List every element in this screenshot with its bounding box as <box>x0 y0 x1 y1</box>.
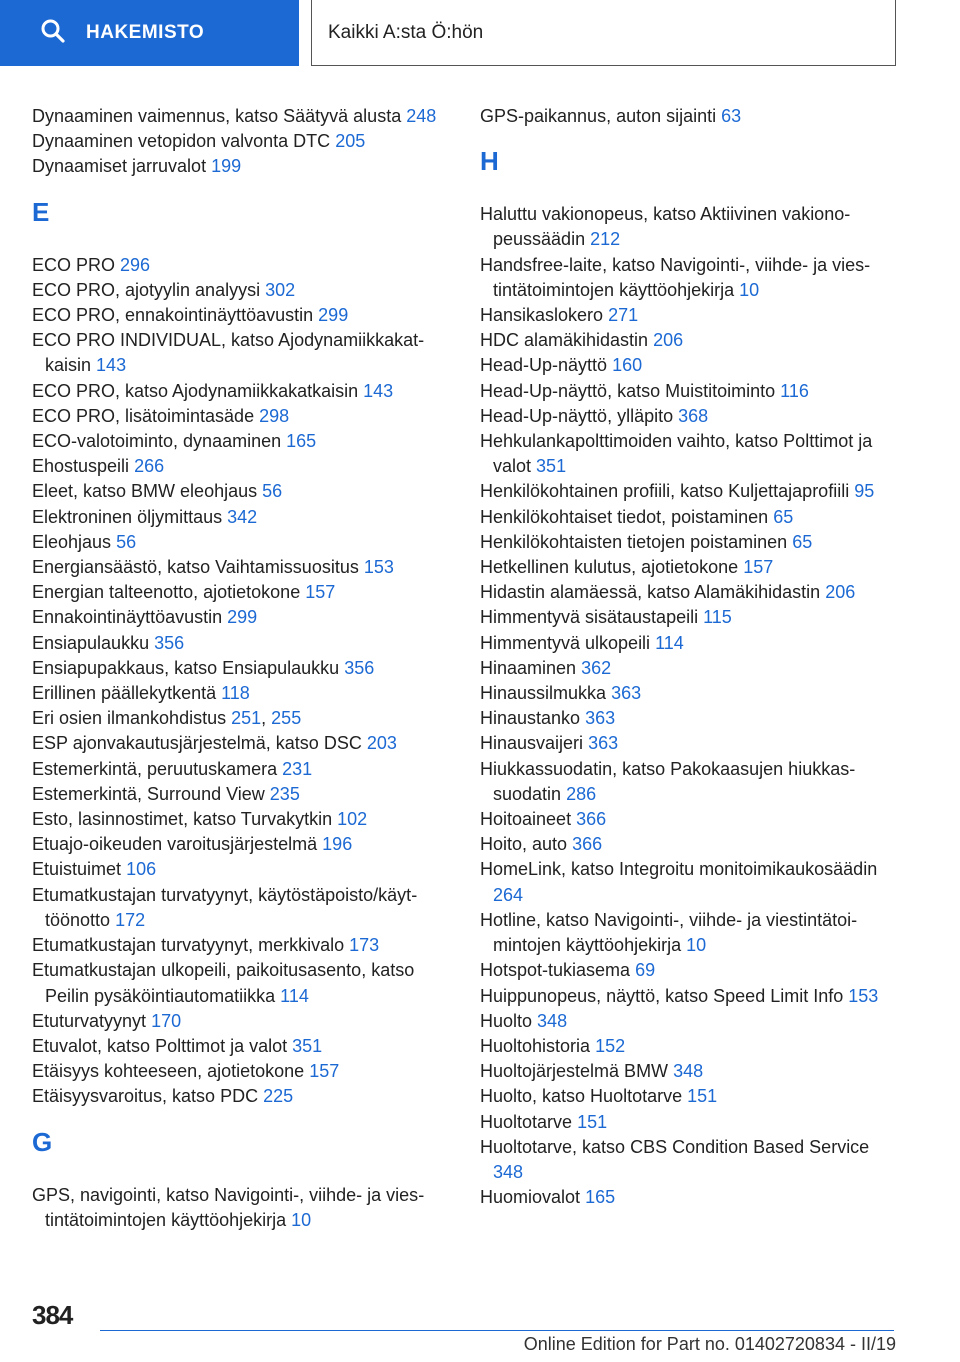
entry-text: ECO PRO, ajotyylin analyysi <box>32 279 261 300</box>
footer-edition: Online Edition for Part no. 01402720834 - II/19 <box>523 1334 896 1354</box>
entry-list <box>480 202 900 1210</box>
entry-text: Huolto <box>480 1010 533 1031</box>
index-entry <box>32 555 450 580</box>
page-reference-link[interactable]: 152 <box>595 1035 626 1056</box>
entry-text: Head-Up-näyttö, ylläpito <box>480 405 674 426</box>
index-entry <box>480 303 900 328</box>
entry-text: ECO-valotoiminto, dynaaminen <box>32 431 282 452</box>
index-entry <box>32 404 450 429</box>
entry-text: Etumatkustajan turvatyynyt, merkkivalo <box>32 935 345 956</box>
index-entry <box>32 933 450 958</box>
entry-text: Energian talteenotto, ajotietokone <box>32 582 301 603</box>
page-reference-link[interactable]: 63 <box>721 106 742 126</box>
page-reference-link[interactable]: 65 <box>773 506 794 527</box>
page-reference-link[interactable]: 157 <box>305 582 336 603</box>
index-entry <box>480 530 900 555</box>
entry-text: Hiukkassuodatin, katso Pakokaasujen hiukkassuodatin <box>480 758 856 804</box>
page-reference-link[interactable]: 115 <box>703 607 732 628</box>
index-entry <box>32 631 450 656</box>
entry-text: Huolto, katso Huoltotarve <box>480 1086 683 1107</box>
entry-text: Himmentyvä ulkopeili <box>480 632 651 653</box>
index-entry <box>480 605 900 630</box>
index-entry <box>480 580 900 605</box>
page-reference-link[interactable]: 366 <box>576 809 607 830</box>
page-reference-link[interactable]: 231 <box>282 758 313 779</box>
entry-text: Esto, lasinnostimet, katso Turvakytkin <box>32 809 333 830</box>
page-reference-link[interactable]: 368 <box>678 405 709 426</box>
page-title <box>311 0 896 66</box>
index-entry <box>480 656 900 681</box>
page-reference-link[interactable]: 172 <box>115 909 146 930</box>
index-entry <box>32 328 450 378</box>
index-entry <box>32 681 450 706</box>
index-entry <box>480 706 900 731</box>
page-reference-link[interactable]: 56 <box>262 481 283 502</box>
index-entry <box>480 681 900 706</box>
page-reference-link[interactable]: 296 <box>120 254 151 275</box>
page-reference-link[interactable]: 160 <box>612 355 643 376</box>
page-reference-link[interactable]: 342 <box>227 506 258 527</box>
index-entry <box>480 984 900 1009</box>
entry-text: Henkilökohtaiset tiedot, poistaminen <box>480 506 769 527</box>
index-entry <box>480 353 900 378</box>
page-reference-link[interactable]: 106 <box>126 859 157 880</box>
page-reference-link[interactable]: 114 <box>280 985 309 1006</box>
entry-text: Hinausvaijeri <box>480 733 584 754</box>
page-reference-link[interactable]: 366 <box>572 834 603 855</box>
index-entry <box>480 328 900 353</box>
index-entry <box>480 379 900 404</box>
entry-text: Eleohjaus <box>32 531 112 552</box>
index-entry <box>32 958 450 1008</box>
index-column-right <box>480 104 900 1210</box>
index-entry <box>32 1009 450 1034</box>
page-reference-link[interactable]: 255 <box>271 708 302 729</box>
page-reference-link[interactable]: 251 <box>231 708 262 729</box>
entry-text: Etuajo-oikeuden varoitusjärjestelmä <box>32 834 318 855</box>
page-reference-link[interactable]: 212 <box>590 229 621 250</box>
page-reference-link[interactable]: 170 <box>151 1010 182 1031</box>
entry-text: Hotline, katso Navigointi-, viihde- ja viestintätoimintojen käyttöohjekirja <box>480 909 858 956</box>
page-reference-link[interactable]: 356 <box>154 632 185 653</box>
entry-list <box>32 104 450 180</box>
entry-text: Huoltojärjestelmä BMW <box>480 1061 669 1082</box>
page-reference-link[interactable]: 205 <box>335 131 366 152</box>
index-entry <box>480 807 900 832</box>
page-reference-link[interactable]: 69 <box>635 960 656 981</box>
page-reference-link[interactable]: 199 <box>211 156 242 177</box>
page-reference-link[interactable]: 143 <box>96 355 127 376</box>
index-entry <box>32 605 450 630</box>
page-reference-link[interactable]: 173 <box>349 935 380 956</box>
index-entry <box>32 857 450 882</box>
entry-text: ESP ajonvakautusjärjestelmä, katso DSC <box>32 733 362 754</box>
entry-text: Huippunopeus, näyttö, katso Speed Limit Info <box>480 985 844 1006</box>
page-reference-link[interactable]: 118 <box>221 683 250 704</box>
page-number: 384 <box>32 1300 73 1330</box>
index-entry <box>480 958 900 983</box>
section-heading-g: G <box>32 1126 53 1157</box>
index-entry <box>480 1084 900 1109</box>
index-entry <box>32 1084 450 1109</box>
entry-text: ECO PRO <box>32 254 116 275</box>
index-entry <box>480 555 900 580</box>
entry-text: ECO PRO, katso Ajodynamiikkakatkaisin <box>32 380 359 401</box>
entry-text: HomeLink, katso Integroitu monitoimikaukosäädin <box>480 859 878 880</box>
entry-text: HDC alamäkihidastin <box>480 330 649 351</box>
page-reference-link[interactable]: 271 <box>608 305 639 326</box>
entry-text: Etäisyysvaroitus, katso PDC <box>32 1086 259 1107</box>
index-entry <box>32 731 450 756</box>
entry-list <box>32 253 450 1110</box>
index-entry <box>480 429 900 479</box>
index-entry <box>480 104 900 129</box>
index-entry <box>32 104 450 129</box>
entry-text: Head-Up-näyttö, katso Muistitoiminto <box>480 380 776 401</box>
entry-text: Hehkulankapolttimoiden vaihto, katso Polttimot ja valot <box>480 431 873 477</box>
entry-text: Etumatkustajan ulkopeili, paikoitusasento, katso Peilin pysäköintiautomatiikka <box>32 960 415 1006</box>
page-reference-link[interactable]: 356 <box>344 657 375 678</box>
index-entry <box>480 857 900 907</box>
page-title-text: Kaikki A:sta Ö:hön <box>328 21 484 43</box>
entry-text: Huomiovalot <box>480 1187 581 1208</box>
entry-text: Elektroninen öljymittaus <box>32 506 223 527</box>
search-icon <box>40 18 66 49</box>
entry-text: Ensiapulaukku <box>32 632 150 653</box>
entry-text: Ennakointinäyttöavustin <box>32 607 223 628</box>
page-reference-link[interactable]: 151 <box>577 1111 608 1132</box>
index-entry <box>32 429 450 454</box>
page-reference-link[interactable]: 10 <box>739 279 760 300</box>
entry-text: Hoito, auto <box>480 834 568 855</box>
entry-text: Energiansäästö, katso Vaihtamissuositus <box>32 557 359 578</box>
index-entry <box>32 129 450 154</box>
index-entry <box>32 656 450 681</box>
page-reference-link[interactable]: 248 <box>406 106 437 126</box>
index-entry <box>32 1034 450 1059</box>
page-reference-link[interactable]: 299 <box>227 607 258 628</box>
entry-text: Etuturvatyynyt <box>32 1010 147 1031</box>
index-entry <box>480 1110 900 1135</box>
entry-text: Dynaaminen vetopidon valvonta DTC <box>32 131 331 152</box>
page-reference-link[interactable]: 298 <box>259 405 290 426</box>
page-reference-link[interactable]: 151 <box>687 1086 718 1107</box>
page-reference-link[interactable]: 286 <box>566 783 597 804</box>
index-entry <box>480 1135 900 1185</box>
page-reference-link[interactable]: 363 <box>611 683 642 704</box>
page-reference-link[interactable]: 302 <box>265 279 296 300</box>
page-reference-link[interactable]: 266 <box>134 456 165 477</box>
index-column-left <box>32 104 450 1233</box>
page-reference-link[interactable]: 165 <box>286 431 317 452</box>
page-reference-link[interactable]: 264 <box>493 884 524 905</box>
entry-text: Etumatkustajan turvatyynyt, käytöstäpoisto/käyttöönotto <box>32 884 418 930</box>
index-entry <box>480 631 900 656</box>
page-reference-link[interactable]: 351 <box>292 1035 323 1056</box>
entry-text: Haluttu vakionopeus, katso Aktiivinen vakionopeussäädin <box>480 204 851 250</box>
index-entry <box>32 505 450 530</box>
index-entry <box>480 505 900 530</box>
page-reference-link[interactable]: 153 <box>848 985 879 1006</box>
entry-text: ECO PRO INDIVIDUAL, katso Ajodynamiikkakatkaisin <box>32 330 425 376</box>
entry-text: Henkilökohtaisten tietojen poistaminen <box>480 531 788 552</box>
index-entry <box>32 782 450 807</box>
index-entry <box>32 807 450 832</box>
entry-text: Ehostuspeili <box>32 456 130 477</box>
entry-text: Hinaustanko <box>480 708 581 729</box>
index-entry <box>480 404 900 429</box>
page-reference-link[interactable]: 157 <box>743 557 774 578</box>
entry-list <box>32 1183 450 1233</box>
entry-text: Hetkellinen kulutus, ajotietokone <box>480 557 739 578</box>
section-heading-h: H <box>480 146 499 177</box>
page-reference-link[interactable]: 10 <box>291 1209 312 1230</box>
index-entry <box>480 253 900 303</box>
index-entry <box>32 303 450 328</box>
entry-text: Ensiapupakkaus, katso Ensiapulaukku <box>32 657 340 678</box>
page-reference-link[interactable]: 348 <box>537 1010 568 1031</box>
entry-text: Hinaussilmukka <box>480 683 607 704</box>
entry-text: Estemerkintä, peruutuskamera <box>32 758 278 779</box>
entry-text: GPS, navigointi, katso Navigointi-, viihde- ja viestintätoimintojen käyttöohjekirja <box>32 1184 425 1230</box>
entry-text: Eri osien ilmankohdistus <box>32 708 227 729</box>
index-entry <box>32 580 450 605</box>
entry-text: ECO PRO, lisätoimintasäde <box>32 405 255 426</box>
page-reference-link[interactable]: 56 <box>116 531 137 552</box>
page-reference-link[interactable]: 102 <box>337 809 368 830</box>
index-entry <box>32 479 450 504</box>
footer-rule <box>100 1330 894 1331</box>
page-reference-link[interactable]: 10 <box>686 935 707 956</box>
entry-text: Etäisyys kohteeseen, ajotietokone <box>32 1061 305 1082</box>
entry-text: Himmentyvä sisätaustapeili <box>480 607 699 628</box>
page-reference-link[interactable]: 351 <box>536 456 567 477</box>
index-entry <box>32 379 450 404</box>
page-reference-link[interactable]: 95 <box>854 481 875 502</box>
index-entry <box>32 154 450 179</box>
index-entry <box>32 253 450 278</box>
entry-text: Huoltotarve <box>480 1111 573 1132</box>
index-entry <box>32 883 450 933</box>
entry-text: Estemerkintä, Surround View <box>32 783 265 804</box>
page-reference-link[interactable]: 203 <box>366 733 397 754</box>
section-heading-e: E <box>32 196 50 227</box>
entry-text: Eleet, katso BMW eleohjaus <box>32 481 258 502</box>
index-entry <box>32 530 450 555</box>
entry-text: Etuistuimet <box>32 859 122 880</box>
index-entry <box>480 1059 900 1084</box>
page-reference-link[interactable]: 153 <box>363 557 394 578</box>
index-entry: Eri osien ilmankohdistus 251, 255 <box>32 708 302 729</box>
page-reference-link[interactable]: 363 <box>585 708 616 729</box>
entry-text: Huoltohistoria <box>480 1035 591 1056</box>
entry-list <box>480 104 900 129</box>
entry-text: Hinaaminen <box>480 657 577 678</box>
page-reference-link[interactable]: 157 <box>309 1061 340 1082</box>
index-entry <box>480 1185 900 1210</box>
index-entry <box>480 479 900 504</box>
page-reference-link[interactable]: 143 <box>363 380 394 401</box>
index-entry <box>32 1059 450 1084</box>
entry-text: Erillinen päällekytkentä <box>32 683 217 704</box>
entry-text: Hidastin alamäessä, katso Alamäkihidastin <box>480 582 821 603</box>
entry-text: Hoitoaineet <box>480 809 572 830</box>
page-reference-link[interactable]: 206 <box>825 582 856 603</box>
index-entry <box>480 908 900 958</box>
entry-text: Handsfree-laite, katso Navigointi-, viihde- ja viestintätoimintojen käyttöohjekirja <box>480 254 871 300</box>
page-reference-link[interactable]: 362 <box>581 657 612 678</box>
page-reference-link[interactable]: 225 <box>263 1086 294 1107</box>
page-reference-link[interactable]: 299 <box>318 305 349 326</box>
index-entry <box>480 1009 900 1034</box>
page-reference-link[interactable]: 235 <box>269 783 300 804</box>
index-entry <box>480 757 900 807</box>
entry-text: ECO PRO, ennakointinäyttöavustin <box>32 305 314 326</box>
index-tab-label: HAKEMISTO <box>86 22 205 43</box>
page-reference-link[interactable]: 206 <box>653 330 684 351</box>
entry-text: Hotspot-tukiasema <box>480 960 631 981</box>
page-reference-link[interactable]: 116 <box>780 380 809 401</box>
page-reference-link[interactable]: 196 <box>322 834 353 855</box>
entry-text: Henkilökohtainen profiili, katso Kuljettajaprofiili <box>480 481 850 502</box>
index-entry <box>480 832 900 857</box>
entry-text: Hansikaslokero <box>480 305 604 326</box>
index-entry <box>32 1183 450 1233</box>
index-tab[interactable] <box>0 0 299 66</box>
page-reference-link[interactable]: 348 <box>493 1161 524 1182</box>
entry-text: Head-Up-näyttö <box>480 355 608 376</box>
index-entry <box>32 278 450 303</box>
entry-text: Huoltotarve, katso CBS Condition Based Service <box>480 1136 870 1157</box>
index-entry <box>480 202 900 252</box>
entry-text: Etuvalot, katso Polttimot ja valot <box>32 1035 288 1056</box>
entry-text: Dynaamiset jarruvalot <box>32 156 207 177</box>
page-reference-link[interactable]: 65 <box>792 531 813 552</box>
entry-text: GPS-paikannus, auton sijainti <box>480 106 717 126</box>
page-reference-link[interactable]: 165 <box>585 1187 616 1208</box>
page-reference-link[interactable]: 348 <box>673 1061 704 1082</box>
page-reference-link[interactable]: 363 <box>588 733 619 754</box>
index-entry <box>480 1034 900 1059</box>
index-entry <box>32 832 450 857</box>
index-entry <box>480 731 900 756</box>
entry-text: Dynaaminen vaimennus, katso Säätyvä alusta <box>32 106 402 126</box>
index-entry <box>32 757 450 782</box>
page-reference-link[interactable]: 114 <box>655 632 684 653</box>
index-entry <box>32 454 450 479</box>
